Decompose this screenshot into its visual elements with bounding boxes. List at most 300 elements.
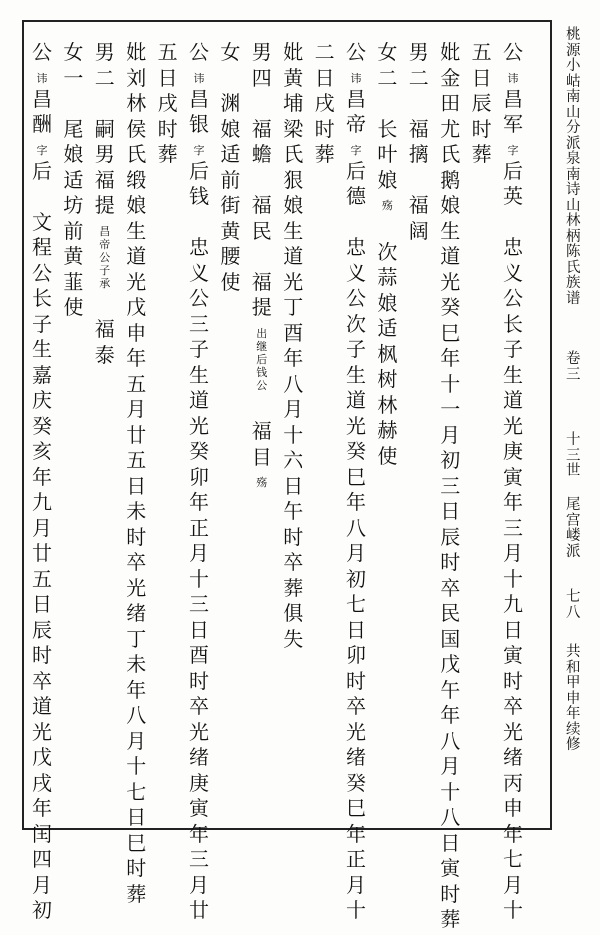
text-char: 绪 (503, 745, 523, 769)
text-char (250, 246, 274, 272)
margin-char: 世 (566, 463, 581, 479)
text-char: 初 (32, 898, 52, 922)
margin-char: 续 (566, 721, 581, 738)
text-char: 日 (346, 617, 366, 642)
text-column (187, 42, 211, 926)
text-column (313, 42, 337, 170)
text-char: 光 (503, 413, 523, 438)
text-char: 程 (32, 235, 52, 259)
margin-char: 修 (566, 737, 581, 753)
text-char: 生 (189, 362, 209, 387)
annotation-note: 殇 (381, 199, 393, 212)
text-column (438, 42, 462, 935)
text-char (501, 212, 525, 238)
margin-char: 甲 (566, 675, 581, 691)
text-char: 忠 (189, 235, 209, 259)
margin-char: 七 (566, 589, 581, 605)
text-char: 生 (283, 218, 304, 243)
text-char: 戊 (32, 745, 52, 769)
text-char: 树 (377, 367, 398, 391)
text-char: 三 (440, 473, 461, 498)
text-char: 子 (32, 311, 52, 336)
text-char: 生 (503, 362, 523, 387)
annotation-note: 字 (350, 143, 362, 157)
annotation-note: 昌 帝 公 子 承 (99, 224, 111, 290)
text-char: 初 (346, 566, 366, 591)
text-char: 卒 (189, 694, 209, 718)
text-char: 十 (189, 566, 209, 591)
text-char: 初 (440, 448, 461, 472)
text-char: 使 (220, 269, 241, 294)
margin-char: 柄 (566, 228, 581, 245)
text-char: 卒 (126, 550, 147, 574)
text-char: 光 (126, 269, 147, 294)
text-char: 时 (346, 668, 366, 693)
text-char: 日 (157, 65, 178, 90)
text-char: 义 (503, 260, 523, 285)
text-char: 梁 (283, 116, 304, 141)
text-column (470, 42, 494, 170)
text-char: 午 (283, 499, 304, 523)
text-char: 八 (440, 805, 461, 829)
text-char: 日 (314, 65, 335, 90)
text-char: 癸 (189, 439, 209, 463)
text-char: 日 (503, 617, 523, 642)
text-char: 忠 (346, 235, 366, 259)
text-char: 正 (346, 847, 366, 871)
text-char: 林 (377, 392, 398, 417)
text-char: 辰 (32, 617, 52, 642)
annotation-note: 字 (193, 143, 205, 157)
text-char: 月 (189, 872, 209, 897)
text-char: 时 (189, 668, 209, 693)
text-char: 娘 (283, 193, 304, 217)
margin-char: 林 (566, 213, 581, 229)
text-char: 提 (251, 295, 272, 319)
text-char (187, 212, 211, 238)
text-char: 福 (408, 193, 429, 217)
text-char: 女 (377, 40, 398, 64)
text-char: 公 (189, 40, 209, 64)
text-char: 福 (408, 116, 429, 141)
text-char: 后 (32, 158, 52, 183)
text-char: 年 (440, 703, 461, 727)
text-char: 十 (126, 754, 147, 778)
text-char: 后 (189, 158, 209, 183)
text-char: 文 (32, 209, 52, 234)
text-char: 年 (32, 796, 52, 820)
margin-char: 山 (566, 104, 581, 121)
margin-char: 嵝 (566, 528, 581, 544)
text-char: 癸 (440, 295, 461, 319)
text-char: 卒 (440, 575, 461, 600)
text-char: 公 (346, 40, 366, 64)
text-char: 年 (503, 490, 523, 514)
text-char: 钱 (189, 184, 209, 208)
text-char: 光 (189, 719, 209, 744)
text-char: 巳 (126, 830, 147, 855)
text-char (93, 294, 117, 320)
text-char: 二 (408, 65, 429, 90)
text-char: 五 (126, 371, 147, 396)
text-char: 生 (346, 362, 366, 387)
text-char: 时 (314, 116, 335, 141)
text-char: 俱 (283, 601, 304, 625)
text-char: 卯 (189, 464, 209, 489)
text-char: 月 (283, 397, 304, 421)
text-column (218, 42, 242, 297)
branch-label (566, 498, 581, 560)
text-char: 娘 (377, 290, 398, 315)
text-char: 道 (189, 388, 209, 412)
annotation-note: 讳 (193, 71, 205, 85)
text-char: 光 (503, 719, 523, 744)
text-char: 公 (503, 40, 523, 64)
text-char: 八 (346, 515, 366, 540)
text-char: 嘉 (32, 362, 52, 387)
text-char: 时 (440, 881, 461, 906)
text-char: 年 (346, 490, 366, 514)
text-char (250, 93, 274, 119)
text-char: 德 (346, 184, 366, 208)
text-char: 三 (189, 592, 209, 616)
margin-char: 岵 (566, 73, 581, 90)
text-char: 巳 (346, 796, 366, 820)
text-char: 十 (503, 898, 523, 922)
text-char: 前 (220, 167, 241, 192)
text-char: 刘 (126, 65, 147, 90)
text-char: 道 (126, 244, 147, 268)
text-char: 生 (440, 218, 461, 243)
margin-char: 山 (566, 197, 581, 214)
text-char: 葬 (471, 142, 492, 166)
text-char: 日 (126, 805, 147, 829)
margin-char: 三 (566, 447, 581, 464)
text-char: 年 (32, 464, 52, 489)
text-char: 昌 (346, 86, 366, 111)
text-char: 一 (63, 65, 84, 90)
text-char: 年 (189, 490, 209, 514)
text-char: 适 (220, 142, 241, 166)
text-char: 子 (503, 337, 523, 361)
text-char: 绪 (346, 745, 366, 769)
text-char: 男 (94, 40, 115, 64)
text-char: 九 (503, 592, 523, 616)
margin-char: 族 (566, 275, 581, 291)
text-char: 年 (126, 346, 147, 370)
text-char: 庚 (503, 439, 523, 463)
text-char: 葬 (314, 142, 335, 166)
text-char: 娘 (377, 167, 398, 192)
text-char (250, 396, 274, 422)
text-char: 十 (346, 898, 366, 922)
edition-label (566, 645, 581, 754)
text-char: 时 (126, 856, 147, 880)
volume-label (566, 352, 581, 383)
text-char: 金 (440, 65, 461, 90)
text-char: 福 (94, 317, 115, 341)
text-char: 使 (63, 295, 84, 319)
text-char: 绪 (126, 601, 147, 625)
text-char: 五 (32, 566, 52, 591)
text-char: 月 (346, 872, 366, 897)
text-char: 未 (126, 652, 147, 676)
margin-char: 派 (566, 543, 581, 560)
text-char: 日 (32, 592, 52, 616)
text-char: 子 (346, 337, 366, 361)
text-char: 廿 (32, 541, 52, 565)
text-char: 长 (377, 116, 398, 141)
text-char: 田 (440, 91, 461, 115)
text-char: 时 (32, 643, 52, 667)
text-char: 八 (440, 728, 461, 753)
text-char: 年 (189, 821, 209, 846)
text-char: 氏 (283, 142, 304, 166)
text-char: 四 (32, 847, 52, 871)
text-char: 后 (346, 158, 366, 183)
text-char: 辰 (471, 91, 492, 115)
text-char: 昌 (503, 86, 523, 111)
text-char: 五 (471, 40, 492, 64)
text-char (375, 216, 399, 242)
text-char: 使 (377, 443, 398, 468)
text-char: 寅 (503, 643, 523, 667)
text-char: 后 (503, 158, 523, 183)
text-char: 九 (32, 490, 52, 514)
text-char: 一 (440, 397, 461, 421)
margin-char: 陈 (566, 244, 581, 260)
text-char: 道 (32, 694, 52, 718)
text-char: 阔 (408, 218, 429, 243)
text-char: 卒 (503, 694, 523, 718)
margin-char: 诗 (566, 182, 581, 198)
text-char: 福 (251, 419, 272, 443)
text-char: 月 (126, 728, 147, 753)
text-char: 十 (283, 422, 304, 447)
text-column (501, 42, 525, 926)
text-char: 公 (32, 260, 52, 285)
text-char: 氏 (126, 142, 147, 166)
text-char: 十 (440, 371, 461, 396)
text-char: 午 (440, 677, 461, 702)
text-char (61, 93, 85, 119)
text-char: 黄 (220, 218, 241, 243)
text-char: 昌 (189, 86, 209, 111)
text-char: 未 (126, 499, 147, 523)
text-char: 时 (440, 550, 461, 574)
text-char: 公 (32, 40, 52, 64)
margin-char: 尾 (566, 497, 581, 513)
text-char (407, 170, 431, 196)
text-char: 叶 (377, 142, 398, 166)
annotation-note: 字 (507, 143, 519, 157)
text-char: 十 (503, 566, 523, 591)
text-column (375, 42, 399, 471)
text-char: 申 (503, 796, 523, 820)
text-char: 公 (189, 286, 209, 310)
text-char: 癸 (32, 413, 52, 438)
text-char: 闰 (32, 821, 52, 846)
text-char: 六 (283, 448, 304, 472)
text-char: 生 (32, 337, 52, 361)
text-char: 帝 (346, 112, 366, 136)
text-char: 月 (503, 872, 523, 897)
text-char: 光 (346, 413, 366, 438)
text-column (344, 42, 368, 926)
text-char (375, 93, 399, 119)
text-char: 缎 (126, 167, 147, 192)
text-char: 适 (377, 316, 398, 340)
text-column (30, 42, 54, 926)
text-char: 酉 (283, 320, 304, 345)
margin-char: 桃 (566, 27, 581, 43)
margin-char: 泉 (566, 151, 581, 167)
text-char: 光 (440, 269, 461, 294)
text-char: 丁 (283, 295, 304, 319)
text-char: 卯 (346, 643, 366, 667)
text-char: 七 (126, 779, 147, 804)
text-char: 公 (346, 286, 366, 310)
margin-char: 卷 (566, 351, 581, 367)
text-char: 生 (126, 218, 147, 243)
text-char: 葬 (126, 881, 147, 906)
text-char: 癸 (346, 439, 366, 463)
text-char: 廿 (126, 422, 147, 447)
text-char: 娘 (126, 193, 147, 217)
text-char: 时 (471, 116, 492, 141)
text-column (281, 42, 305, 654)
text-char: 丁 (126, 626, 147, 651)
text-char: 巳 (440, 320, 461, 345)
text-char: 长 (503, 311, 523, 336)
margin-char: 南 (566, 89, 581, 105)
text-char: 月 (346, 541, 366, 565)
text-char: 戌 (32, 770, 52, 795)
annotation-note: 讳 (36, 71, 48, 85)
text-char: 公 (503, 286, 523, 310)
text-char (93, 93, 117, 119)
text-char: 银 (189, 112, 209, 136)
text-char: 寅 (440, 856, 461, 880)
text-char: 五 (157, 40, 178, 64)
margin-char: 氏 (566, 259, 581, 276)
text-char: 道 (440, 244, 461, 268)
text-char: 绪 (189, 745, 209, 769)
text-char: 摛 (408, 142, 429, 166)
text-char: 日 (283, 473, 304, 498)
text-char: 卒 (283, 550, 304, 574)
text-column (61, 42, 85, 323)
text-char: 前 (63, 218, 84, 243)
text-char: 三 (503, 515, 523, 540)
text-char: 妣 (283, 40, 304, 64)
text-char: 忠 (503, 235, 523, 259)
text-char: 尤 (440, 116, 461, 141)
text-char: 福 (94, 167, 115, 192)
text-column (124, 42, 148, 909)
text-char: 嗣 (94, 116, 115, 141)
text-char (407, 93, 431, 119)
margin-char: 派 (566, 135, 581, 152)
text-char: 时 (126, 524, 147, 549)
text-char: 二 (314, 40, 335, 64)
text-char: 道 (503, 388, 523, 412)
text-char: 光 (32, 719, 52, 744)
margin-char: 年 (566, 706, 581, 722)
text-char: 月 (189, 541, 209, 565)
generation-label (566, 433, 581, 480)
text-char: 月 (32, 872, 52, 897)
text-char: 道 (346, 388, 366, 412)
text-column (93, 42, 117, 370)
text-char: 八 (126, 703, 147, 727)
text-char: 三 (189, 847, 209, 871)
text-char: 英 (503, 184, 523, 208)
text-char: 子 (189, 337, 209, 361)
text-char: 国 (440, 626, 461, 651)
margin-char: 申 (566, 690, 581, 707)
margin-char: 共 (566, 644, 581, 660)
text-char: 寅 (503, 464, 523, 489)
text-column (250, 42, 274, 493)
text-char: 辰 (440, 524, 461, 549)
margin-char: 三 (566, 366, 581, 383)
text-char: 十 (440, 779, 461, 804)
margin-char: 小 (566, 58, 581, 74)
text-char: 氏 (440, 142, 461, 166)
text-char: 庆 (32, 388, 52, 412)
margin-char: 和 (566, 659, 581, 676)
text-char: 道 (283, 244, 304, 268)
text-char: 男 (94, 142, 115, 166)
text-char: 年 (503, 821, 523, 846)
text-char: 葬 (440, 907, 461, 931)
page-margin-header (556, 28, 592, 828)
text-char: 八 (283, 371, 304, 396)
text-char: 失 (283, 626, 304, 651)
text-char: 五 (126, 448, 147, 472)
text-char: 黄 (63, 244, 84, 268)
text-char: 年 (126, 677, 147, 702)
text-char: 腰 (220, 244, 241, 268)
text-column (407, 42, 431, 246)
margin-char: 南 (566, 166, 581, 183)
text-char: 年 (283, 346, 304, 370)
text-char: 林 (126, 91, 147, 115)
margin-char: 源 (566, 42, 581, 59)
text-char: 军 (503, 112, 523, 136)
text-char: 时 (283, 524, 304, 549)
text-char: 丙 (503, 770, 523, 795)
text-char: 卒 (32, 668, 52, 693)
text-char: 目 (251, 444, 272, 469)
text-char: 适 (63, 167, 84, 192)
margin-char: 谱 (566, 290, 581, 307)
text-char: 年 (440, 346, 461, 370)
text-char: 二 (94, 65, 115, 90)
text-char: 女 (63, 40, 84, 64)
text-char: 福 (251, 269, 272, 294)
text-char (30, 186, 54, 212)
margin-char: 宫 (566, 512, 581, 529)
text-char: 男 (408, 40, 429, 64)
text-char: 正 (189, 515, 209, 540)
text-char: 四 (251, 65, 272, 90)
text-char: 日 (440, 499, 461, 523)
text-char: 埔 (283, 91, 304, 115)
text-char: 戌 (314, 91, 335, 115)
text-char: 月 (126, 397, 147, 421)
